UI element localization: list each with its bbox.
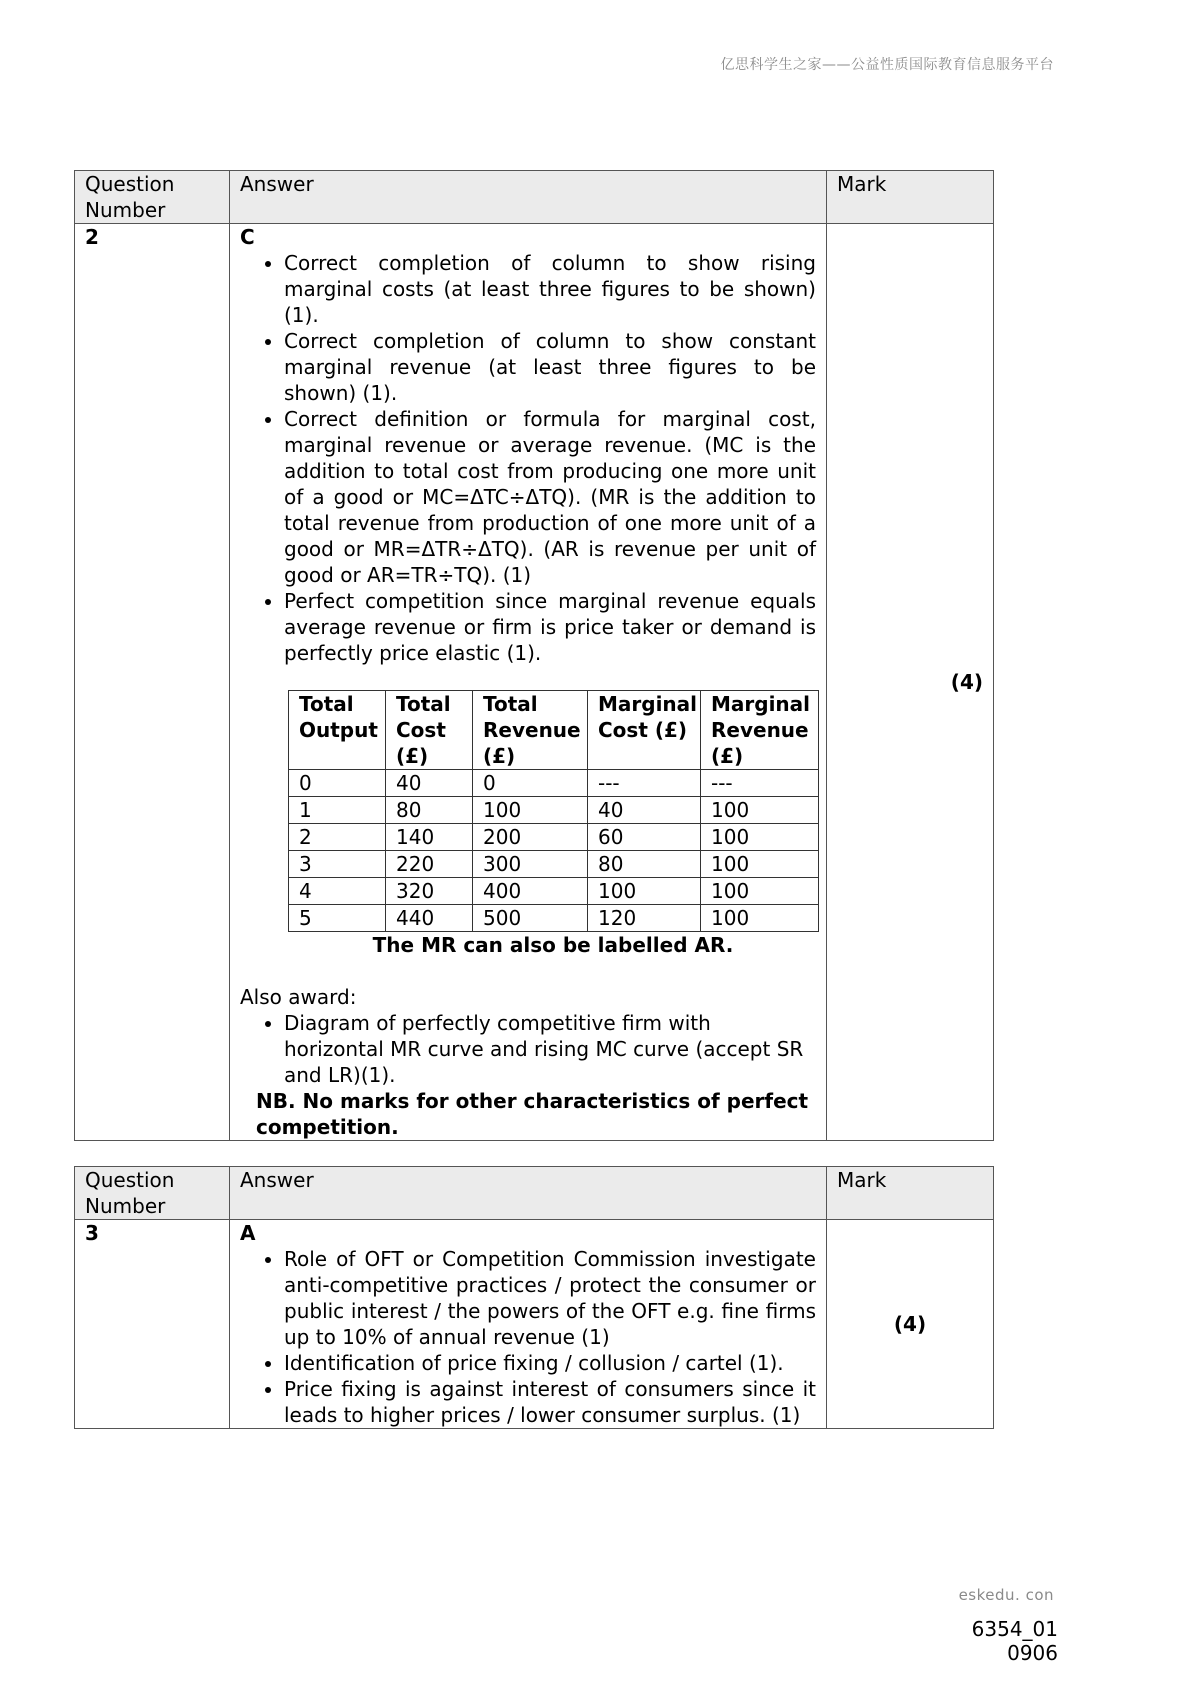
table-row (289, 797, 819, 824)
column-answer-header: Answer (230, 171, 827, 224)
mark-scheme-table-q2 (74, 170, 994, 1141)
also-award-label: Also award: (240, 985, 357, 1009)
table-cell: 440 (386, 905, 473, 932)
table-cell: 120 (588, 905, 701, 932)
footer-code-line: 6354_01 (971, 1617, 1058, 1641)
answer-cell (230, 1220, 827, 1429)
table-note: The MR can also be labelled AR. (372, 933, 734, 957)
table-cell: 2 (289, 824, 386, 851)
answer-point: • Correct definition or formula for marginal cost, marginal revenue or average revenue. (MC is the addition to total cost from producing one more unit of a good or MC=ΔTC÷ΔTQ). (MR is the addition to total revenue from production of one more unit of a good or MR=ΔTR÷ΔTQ). (AR is revenue per unit of good or AR=TR÷TQ). (1) (284, 406, 816, 588)
table-cell: 400 (473, 878, 588, 905)
table-row (289, 851, 819, 878)
header-marginal-revenue: Marginal Revenue (£) (701, 691, 819, 770)
table-cell: 100 (701, 797, 819, 824)
table-cell: 100 (588, 878, 701, 905)
answer-point: • Identification of price fixing / collusion / cartel (1). (284, 1350, 816, 1376)
table-cell: 100 (701, 851, 819, 878)
table-cell: 3 (289, 851, 386, 878)
table-cell: 200 (473, 824, 588, 851)
answer-points (240, 1246, 816, 1428)
also-award-points (240, 1010, 816, 1088)
table-cell: 0 (289, 770, 386, 797)
answer-cell (230, 224, 827, 1141)
question-number: 3 (75, 1220, 230, 1429)
table-cell: 500 (473, 905, 588, 932)
mark-value: (4) (827, 224, 994, 1141)
answer-letter: A (240, 1221, 256, 1245)
table-header-row (75, 171, 994, 224)
column-question-header: Question Number (75, 171, 230, 224)
footer-code-line: 0906 (1007, 1641, 1058, 1665)
table-cell: 1 (289, 797, 386, 824)
table-cell: 60 (588, 824, 701, 851)
question-number: 2 (75, 224, 230, 1141)
header-marginal-cost: Marginal Cost (£) (588, 691, 701, 770)
table-cell: 100 (473, 797, 588, 824)
table-cell: 320 (386, 878, 473, 905)
table-cell: 100 (701, 905, 819, 932)
footer-code (972, 1617, 1058, 1665)
table-cell: 140 (386, 824, 473, 851)
table-cell: --- (701, 770, 819, 797)
table-cell: 5 (289, 905, 386, 932)
answer-point: • Role of OFT or Competition Commission investigate anti-competitive practices / protect the consumer or public interest / the powers of the OFT e.g. fine firms up to 10% of annual revenue (1) (284, 1246, 816, 1350)
table-cell: --- (588, 770, 701, 797)
table-cell: 220 (386, 851, 473, 878)
table-cell: 80 (588, 851, 701, 878)
table-cell: 80 (386, 797, 473, 824)
answer-point: • Correct completion of column to show rising marginal costs (at least three figures to be shown) (1). (284, 250, 816, 328)
question-row (75, 1220, 994, 1429)
column-mark-header: Mark (827, 171, 994, 224)
cost-revenue-table (288, 690, 819, 932)
footer-site: eskedu. con (958, 1586, 1054, 1604)
table-cell: 300 (473, 851, 588, 878)
table-header-row (75, 1167, 994, 1220)
answer-point: • Perfect competition since marginal revenue equals average revenue or firm is price taker or demand is perfectly price elastic (1). (284, 588, 816, 666)
nb-note: NB. No marks for other characteristics of perfect competition. (256, 1089, 809, 1139)
column-answer-header: Answer (230, 1167, 827, 1220)
question-row (75, 224, 994, 1141)
cost-revenue-header-row (289, 691, 819, 770)
header-watermark: 亿思科学生之家——公益性质国际教育信息服务平台 (720, 57, 1054, 73)
also-award-point: • Diagram of perfectly competitive firm with horizontal MR curve and rising MC curve (accept SR and LR)(1). (284, 1010, 816, 1088)
table-cell: 40 (588, 797, 701, 824)
header-total-cost: Total Cost (£) (386, 691, 473, 770)
table-row (289, 770, 819, 797)
column-mark-header: Mark (827, 1167, 994, 1220)
table-row (289, 878, 819, 905)
table-cell: 100 (701, 824, 819, 851)
answer-point: • Correct completion of column to show constant marginal revenue (at least three figures to be shown) (1). (284, 328, 816, 406)
table-cell: 100 (701, 878, 819, 905)
header-total-output: Total Output (289, 691, 386, 770)
header-total-revenue: Total Revenue (£) (473, 691, 588, 770)
table-row (289, 905, 819, 932)
table-row (289, 824, 819, 851)
answer-letter: C (240, 225, 255, 249)
table-cell: 4 (289, 878, 386, 905)
mark-scheme-table-q3 (74, 1166, 994, 1429)
mark-value: (4) (827, 1220, 994, 1429)
answer-points (240, 250, 816, 666)
answer-point: • Price fixing is against interest of consumers since it leads to higher prices / lower consumer surplus. (1) (284, 1376, 816, 1428)
table-cell: 40 (386, 770, 473, 797)
table-cell: 0 (473, 770, 588, 797)
column-question-header: Question Number (75, 1167, 230, 1220)
